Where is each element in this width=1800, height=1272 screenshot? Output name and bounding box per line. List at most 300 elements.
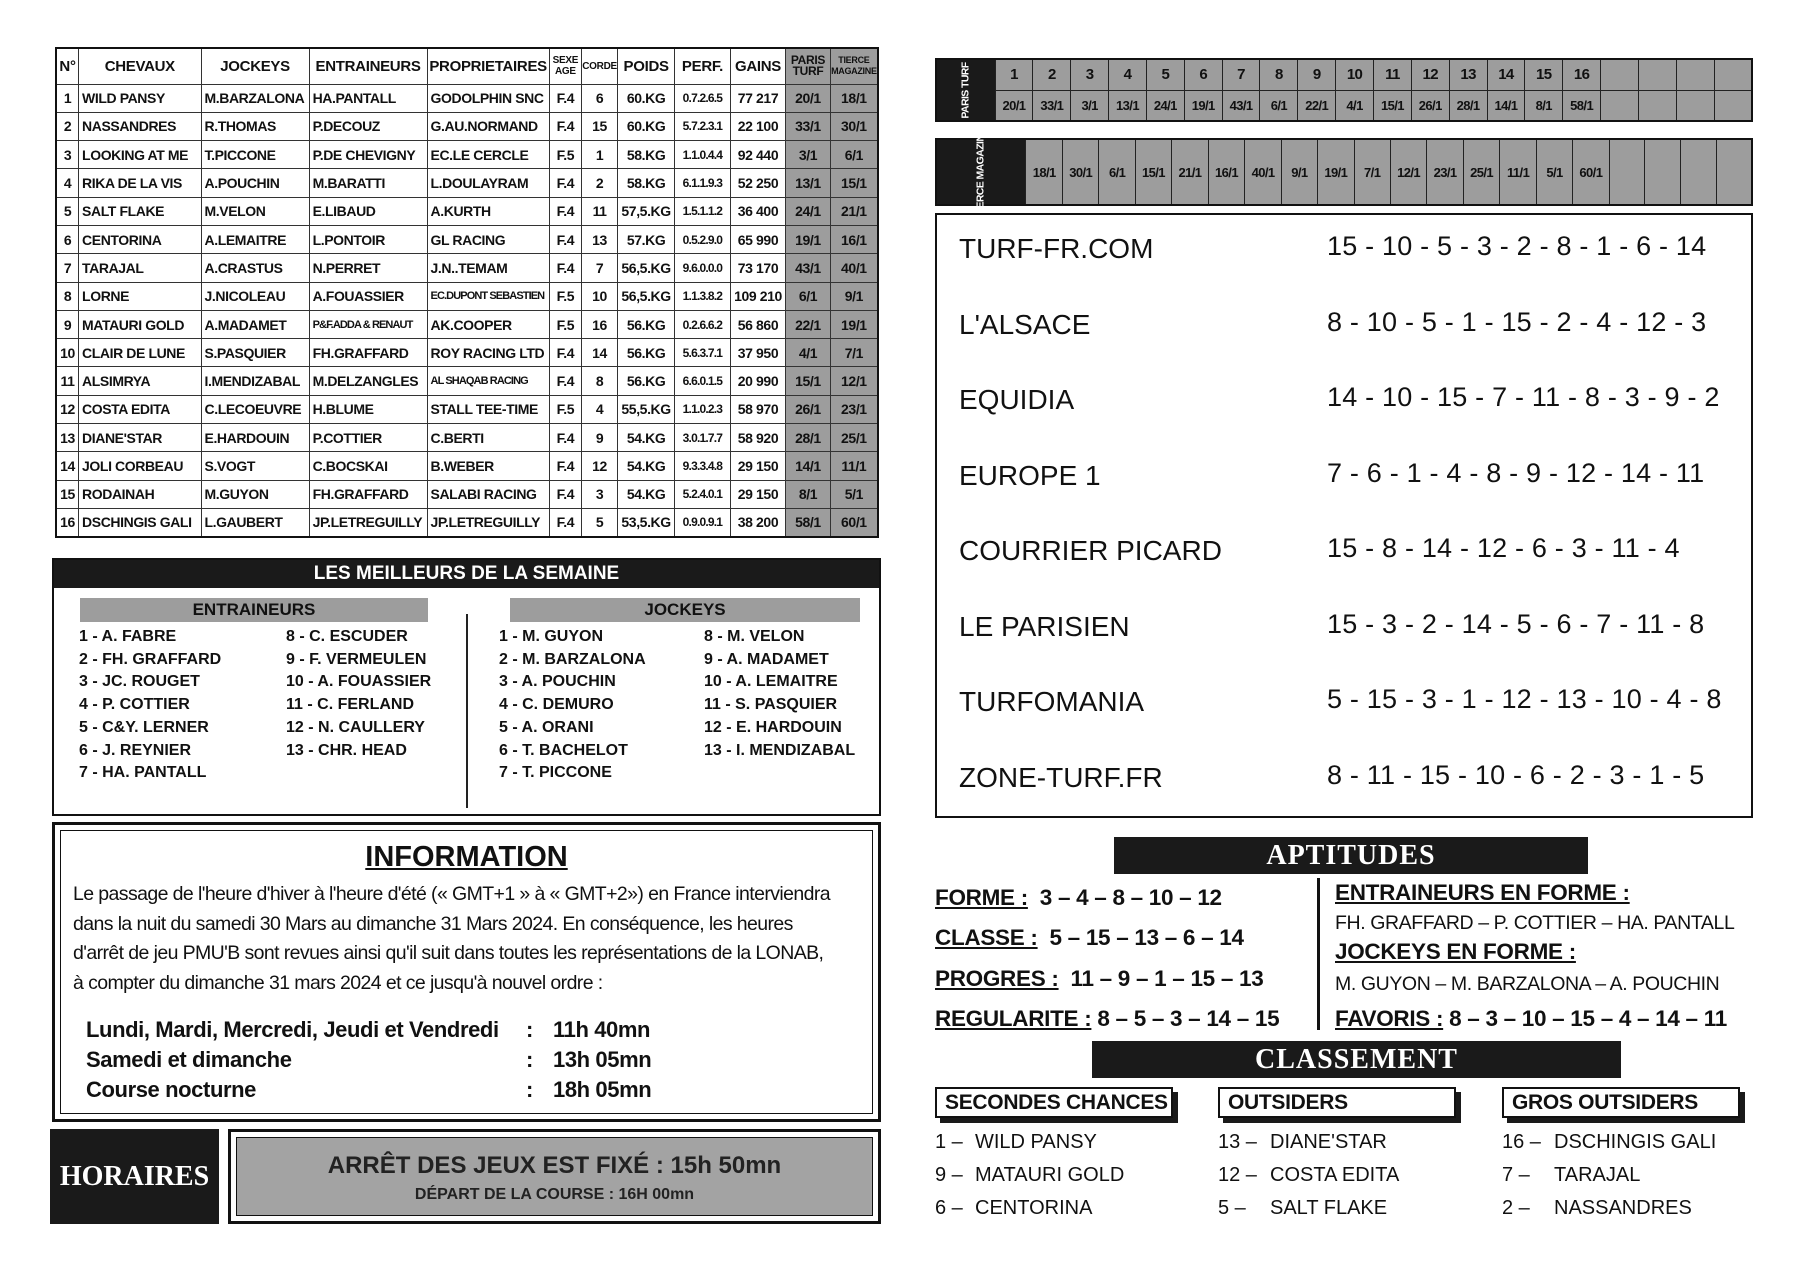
- cell-poids: 57,5.KG: [618, 197, 675, 225]
- header-sex-age: SEXE AGE: [549, 48, 581, 84]
- empty-grid-cell: [1680, 139, 1716, 205]
- header-tierce-magazine: TIERCE MAGAZINE: [830, 48, 878, 84]
- paris-turf-number-cell: 8: [1260, 59, 1298, 90]
- cell-paris-turf: 19/1: [786, 225, 831, 253]
- classement-item-name: TARAJAL: [1554, 1164, 1641, 1186]
- cell-sex-age: F.4: [549, 452, 581, 480]
- empty-grid-cell: [1601, 59, 1639, 90]
- cell-trainer: L.PONTOIR: [309, 225, 427, 253]
- cell-perf: 0.2.6.6.2: [675, 310, 731, 338]
- best-jockey-item: 11 - S. PASQUIER: [704, 696, 838, 714]
- paris-turf-number-cell: 4: [1109, 59, 1147, 90]
- best-jockey-item: 1 - M. GUYON: [499, 628, 604, 645]
- progres-label: PROGRES :: [935, 966, 1059, 991]
- cell-poids: 56.KG: [618, 367, 675, 395]
- paris-turf-grid: [935, 58, 1753, 122]
- cell-num: 15: [56, 480, 79, 508]
- paris-turf-number-cell: 16: [1563, 59, 1601, 90]
- cell-poids: 55,5.KG: [618, 395, 675, 423]
- best-divider: [466, 614, 468, 808]
- cell-owner: JP.LETREGUILLY: [427, 508, 549, 536]
- cell-gains: 29 150: [730, 480, 785, 508]
- cell-sex-age: F.5: [549, 282, 581, 310]
- horaires-box: [228, 1129, 881, 1224]
- empty-grid-cell: [1676, 90, 1714, 121]
- cell-jockey: E.HARDOUIN: [201, 424, 309, 452]
- information-line-4: à compter du dimanche 31 mars 2024 et ce jusqu'à nouvel ordre :: [73, 972, 603, 994]
- cell-perf: 9.6.0.0.0: [675, 254, 731, 282]
- tierce-odds-cell: 19/1: [1318, 139, 1355, 205]
- cell-gains: 65 990: [730, 225, 785, 253]
- header-corde: CORDE: [582, 48, 618, 84]
- cell-poids: 54.KG: [618, 452, 675, 480]
- paris-turf-odds-cell: 6/1: [1260, 90, 1298, 121]
- cell-tierce: 18/1: [830, 84, 878, 112]
- cell-jockey: S.VOGT: [201, 452, 309, 480]
- cell-owner: AL SHAQAB RACING: [427, 367, 549, 395]
- information-title: INFORMATION: [365, 841, 568, 873]
- cell-gains: 38 200: [730, 508, 785, 536]
- cell-corde: 2: [582, 169, 618, 197]
- cell-owner: ROY RACING LTD: [427, 339, 549, 367]
- classement-item-number: 9 –: [935, 1164, 963, 1186]
- cell-tierce: 30/1: [830, 112, 878, 140]
- forme-values: 3 – 4 – 8 – 10 – 12: [1039, 885, 1222, 910]
- table-row: [56, 84, 878, 112]
- tierce-label: TIERCE MAGAZINE: [974, 127, 987, 217]
- cell-poids: 60.KG: [618, 112, 675, 140]
- tierce-odds-cell: 11/1: [1500, 139, 1536, 205]
- schedule-night-sep: :: [526, 1077, 533, 1102]
- classement-item-number: 7 –: [1502, 1164, 1530, 1186]
- cell-owner: GL RACING: [427, 225, 549, 253]
- header-num: N°: [56, 48, 79, 84]
- tierce-odds-cell: 5/1: [1536, 139, 1572, 205]
- classe-label: CLASSE :: [935, 925, 1038, 950]
- cell-horse: DSCHINGIS GALI: [79, 508, 201, 536]
- cell-paris-turf: 8/1: [786, 480, 831, 508]
- cell-sex-age: F.4: [549, 254, 581, 282]
- cell-owner: EC.LE CERCLE: [427, 141, 549, 169]
- cell-poids: 56,5.KG: [618, 282, 675, 310]
- classement-item-number: 6 –: [935, 1197, 963, 1219]
- cell-jockey: S.PASQUIER: [201, 339, 309, 367]
- information-panel: [52, 822, 881, 1122]
- cell-sex-age: F.5: [549, 141, 581, 169]
- cell-horse: RODAINAH: [79, 480, 201, 508]
- regularite-values: 8 – 5 – 3 – 14 – 15: [1097, 1006, 1280, 1031]
- table-row: [56, 197, 878, 225]
- favoris-label: FAVORIS :: [1335, 1006, 1444, 1031]
- regularite-label: REGULARITE :: [935, 1006, 1092, 1031]
- best-trainer-item: 8 - C. ESCUDER: [286, 628, 408, 645]
- cell-jockey: M.GUYON: [201, 480, 309, 508]
- cell-trainer: JP.LETREGUILLY: [309, 508, 427, 536]
- cell-jockey: A.LEMAITRE: [201, 225, 309, 253]
- runners-table: [55, 47, 879, 538]
- cell-tierce: 7/1: [830, 339, 878, 367]
- forme-label: FORME :: [935, 885, 1028, 910]
- press-source-picks: 15 - 3 - 2 - 14 - 5 - 6 - 7 - 11 - 8: [1327, 608, 1705, 639]
- table-row: [56, 508, 878, 536]
- information-frame: [60, 830, 873, 1114]
- schedule-night-label: Course nocturne: [86, 1077, 257, 1102]
- cell-horse: LOOKING AT ME: [79, 141, 201, 169]
- cell-paris-turf: 43/1: [786, 254, 831, 282]
- cell-num: 8: [56, 282, 79, 310]
- paris-turf-odds-cell: 14/1: [1487, 90, 1525, 121]
- cell-horse: DIANE'STAR: [79, 424, 201, 452]
- cell-num: 1: [56, 84, 79, 112]
- cell-perf: 3.0.1.7.7: [675, 424, 731, 452]
- paris-turf-number-cell: 5: [1146, 59, 1184, 90]
- cell-horse: MATAURI GOLD: [79, 310, 201, 338]
- cell-trainer: E.LIBAUD: [309, 197, 427, 225]
- cell-tierce: 6/1: [830, 141, 878, 169]
- cell-trainer: P.DECOUZ: [309, 112, 427, 140]
- cell-owner: AK.COOPER: [427, 310, 549, 338]
- information-line-1: Le passage de l'heure d'hiver à l'heure d'été (« GMT+1 » à « GMT+2») en France interviendra: [73, 883, 830, 905]
- cell-gains: 29 150: [730, 452, 785, 480]
- cell-perf: 6.1.1.9.3: [675, 169, 731, 197]
- cell-horse: LORNE: [79, 282, 201, 310]
- cell-corde: 11: [582, 197, 618, 225]
- best-trainer-item: 10 - A. FOUASSIER: [286, 673, 432, 691]
- table-row: [56, 424, 878, 452]
- press-source-name: ZONE-TURF.FR: [959, 761, 1163, 793]
- header-horses: CHEVAUX: [79, 48, 201, 84]
- press-source-name: EQUIDIA: [959, 384, 1075, 415]
- cell-perf: 0.5.2.9.0: [675, 225, 731, 253]
- cell-horse: SALT FLAKE: [79, 197, 201, 225]
- empty-grid-cell: [1645, 139, 1681, 205]
- tierce-odds-cell: 40/1: [1245, 139, 1282, 205]
- cell-perf: 1.5.1.1.2: [675, 197, 731, 225]
- favoris-row: [1335, 1006, 1727, 1032]
- cell-tierce: 60/1: [830, 508, 878, 536]
- information-line-3: d'arrêt de jeu PMU'B sont revues ainsi qu'il suit dans toutes les représentations de la LONAB,: [73, 942, 824, 964]
- tierce-odds-row: [936, 139, 1752, 205]
- best-jockeys-header: JOCKEYS: [510, 598, 860, 622]
- cell-jockey: T.PICCONE: [201, 141, 309, 169]
- cell-trainer: A.FOUASSIER: [309, 282, 427, 310]
- cell-corde: 13: [582, 225, 618, 253]
- cell-corde: 8: [582, 367, 618, 395]
- cell-sex-age: F.4: [549, 112, 581, 140]
- best-jockey-item: 13 - I. MENDIZABAL: [704, 741, 856, 759]
- table-row: [56, 112, 878, 140]
- header-trainers: ENTRAINEURS: [309, 48, 427, 84]
- cell-poids: 54.KG: [618, 424, 675, 452]
- cell-jockey: A.CRASTUS: [201, 254, 309, 282]
- cell-jockey: J.NICOLEAU: [201, 282, 309, 310]
- cell-owner: GODOLPHIN SNC: [427, 84, 549, 112]
- cell-jockey: L.GAUBERT: [201, 508, 309, 536]
- aptitudes-divider: [1317, 878, 1320, 1030]
- press-source-name: TURF-FR.COM: [959, 233, 1154, 264]
- cell-sex-age: F.4: [549, 339, 581, 367]
- paris-turf-odds-cell: 24/1: [1146, 90, 1184, 121]
- schedule-weekdays-sep: :: [526, 1017, 533, 1042]
- press-source-name: L'ALSACE: [959, 308, 1091, 340]
- cell-perf: 1.1.0.4.4: [675, 141, 731, 169]
- classement-title: CLASSEMENT: [1092, 1041, 1621, 1078]
- cell-corde: 5: [582, 508, 618, 536]
- table-row: [56, 169, 878, 197]
- classement-column-title: GROS OUTSIDERS: [1502, 1087, 1740, 1118]
- cell-perf: 6.6.0.1.5: [675, 367, 731, 395]
- cell-num: 6: [56, 225, 79, 253]
- classement-item-name: MATAURI GOLD: [975, 1164, 1125, 1186]
- cell-gains: 92 440: [730, 141, 785, 169]
- cell-poids: 56.KG: [618, 339, 675, 367]
- best-trainer-item: 9 - F. VERMEULEN: [286, 650, 427, 668]
- cell-num: 5: [56, 197, 79, 225]
- cell-trainer: FH.GRAFFARD: [309, 480, 427, 508]
- paris-turf-odds-cell: 28/1: [1449, 90, 1487, 121]
- paris-turf-numbers-row: [936, 59, 1752, 90]
- aptitudes-title: APTITUDES: [1114, 837, 1588, 874]
- cell-horse: RIKA DE LA VIS: [79, 169, 201, 197]
- paris-turf-number-cell: 7: [1222, 59, 1260, 90]
- best-jockey-item: 4 - C. DEMURO: [499, 696, 614, 714]
- classement-item-name: NASSANDRES: [1554, 1197, 1692, 1219]
- cell-owner: J.N..TEMAM: [427, 254, 549, 282]
- empty-grid-cell: [1609, 139, 1645, 205]
- cell-horse: CENTORINA: [79, 225, 201, 253]
- best-trainer-item: 1 - A. FABRE: [79, 628, 177, 645]
- classement-column-title: SECONDES CHANCES: [935, 1087, 1173, 1118]
- cell-tierce: 23/1: [830, 395, 878, 423]
- classement-item-name: COSTA EDITA: [1270, 1164, 1400, 1186]
- best-trainer-item: 6 - J. REYNIER: [79, 741, 192, 759]
- regularite-row: [935, 1006, 1279, 1032]
- paris-turf-label: PARIS TURF: [959, 61, 972, 119]
- press-source-picks: 15 - 8 - 14 - 12 - 6 - 3 - 11 - 4: [1327, 533, 1680, 563]
- press-source-name: LE PARISIEN: [959, 610, 1130, 642]
- cell-trainer: FH.GRAFFARD: [309, 339, 427, 367]
- empty-grid-cell: [1638, 59, 1676, 90]
- cell-perf: 5.7.2.3.1: [675, 112, 731, 140]
- cell-tierce: 21/1: [830, 197, 878, 225]
- classe-values: 5 – 15 – 13 – 6 – 14: [1049, 925, 1244, 950]
- press-picks-panel: [935, 213, 1753, 818]
- table-row: [56, 395, 878, 423]
- press-source-picks: 7 - 6 - 1 - 4 - 8 - 9 - 12 - 14 - 11: [1327, 457, 1705, 488]
- cell-perf: 5.2.4.0.1: [675, 480, 731, 508]
- cell-trainer: M.DELZANGLES: [309, 367, 427, 395]
- classement-item-number: 16 –: [1502, 1131, 1541, 1153]
- table-row: [56, 452, 878, 480]
- cell-horse: WILD PANSY: [79, 84, 201, 112]
- cell-sex-age: F.4: [549, 225, 581, 253]
- cell-corde: 1: [582, 141, 618, 169]
- cell-tierce: 5/1: [830, 480, 878, 508]
- paris-turf-odds-cell: 19/1: [1184, 90, 1222, 121]
- cell-paris-turf: 24/1: [786, 197, 831, 225]
- cell-poids: 60.KG: [618, 84, 675, 112]
- horaires-label: HORAIRES: [50, 1129, 219, 1224]
- cell-corde: 12: [582, 452, 618, 480]
- paris-turf-number-cell: 15: [1525, 59, 1563, 90]
- paris-turf-odds-cell: 26/1: [1411, 90, 1449, 121]
- best-trainer-item: 4 - P. COTTIER: [79, 696, 190, 714]
- tierce-odds-cell: 21/1: [1172, 139, 1209, 205]
- header-gains: GAINS: [730, 48, 785, 84]
- header-paris-turf: PARIS TURF: [786, 48, 831, 84]
- cell-trainer: N.PERRET: [309, 254, 427, 282]
- tierce-odds-cell: 9/1: [1281, 139, 1317, 205]
- classe-row: [935, 925, 1244, 951]
- table-row: [56, 282, 878, 310]
- paris-turf-odds-cell: 43/1: [1222, 90, 1260, 121]
- cell-jockey: I.MENDIZABAL: [201, 367, 309, 395]
- trainers-form-label: ENTRAINEURS EN FORME :: [1335, 880, 1630, 905]
- cell-perf: 0.9.0.9.1: [675, 508, 731, 536]
- cell-horse: COSTA EDITA: [79, 395, 201, 423]
- paris-turf-number-cell: 12: [1411, 59, 1449, 90]
- cell-num: 10: [56, 339, 79, 367]
- cell-gains: 20 990: [730, 367, 785, 395]
- best-of-week-panel: [52, 558, 881, 816]
- paris-turf-number-cell: 6: [1184, 59, 1222, 90]
- cell-sex-age: F.5: [549, 395, 581, 423]
- cell-paris-turf: 33/1: [786, 112, 831, 140]
- cell-owner: B.WEBER: [427, 452, 549, 480]
- cell-perf: 1.1.3.8.2: [675, 282, 731, 310]
- press-source-name: EUROPE 1: [959, 459, 1101, 491]
- cell-corde: 15: [582, 112, 618, 140]
- schedule-weekend-label: Samedi et dimanche: [86, 1047, 292, 1072]
- cell-sex-age: F.4: [549, 84, 581, 112]
- cell-paris-turf: 28/1: [786, 424, 831, 452]
- cell-gains: 58 920: [730, 424, 785, 452]
- paris-turf-odds-cell: 15/1: [1373, 90, 1411, 121]
- paris-turf-number-cell: 2: [1033, 59, 1071, 90]
- cell-gains: 37 950: [730, 339, 785, 367]
- paris-turf-odds-cell: 8/1: [1525, 90, 1563, 121]
- cell-poids: 57.KG: [618, 225, 675, 253]
- classement-column-title: OUTSIDERS: [1218, 1087, 1456, 1118]
- header-perf: PERF.: [675, 48, 731, 84]
- cell-corde: 9: [582, 424, 618, 452]
- cell-corde: 4: [582, 395, 618, 423]
- best-trainers-header: ENTRAINEURS: [80, 598, 428, 622]
- cell-num: 12: [56, 395, 79, 423]
- cell-horse: ALSIMRYA: [79, 367, 201, 395]
- classement-item-number: 12 –: [1218, 1164, 1257, 1186]
- cell-paris-turf: 20/1: [786, 84, 831, 112]
- tierce-odds-cell: 12/1: [1390, 139, 1427, 205]
- cell-gains: 56 860: [730, 310, 785, 338]
- press-source-picks: 8 - 11 - 15 - 10 - 6 - 2 - 3 - 1 - 5: [1327, 759, 1705, 790]
- tierce-odds-cell: 25/1: [1463, 139, 1500, 205]
- cell-paris-turf: 22/1: [786, 310, 831, 338]
- schedule-weekdays-label: Lundi, Mardi, Mercredi, Jeudi et Vendredi: [86, 1017, 499, 1042]
- schedule-weekdays-time: 11h 40mn: [553, 1017, 651, 1042]
- press-source-name: TURFOMANIA: [959, 686, 1145, 717]
- progres-row: [935, 966, 1263, 992]
- forme-row: [935, 885, 1222, 911]
- tierce-label-cell: [936, 127, 1026, 217]
- empty-grid-cell: [1714, 90, 1752, 121]
- cell-owner: EC.DUPONT SEBASTIEN: [427, 282, 549, 310]
- empty-grid-cell: [1638, 90, 1676, 121]
- table-row: [56, 367, 878, 395]
- classement-item-name: DSCHINGIS GALI: [1554, 1131, 1717, 1153]
- best-trainer-item: 2 - FH. GRAFFARD: [79, 650, 222, 668]
- cell-num: 9: [56, 310, 79, 338]
- cell-sex-age: F.5: [549, 310, 581, 338]
- table-row: [56, 480, 878, 508]
- best-trainer-item: 5 - C&Y. LERNER: [79, 718, 209, 736]
- runners-header-row: [56, 48, 878, 84]
- schedule-weekend-sep: :: [526, 1047, 533, 1072]
- cell-tierce: 11/1: [830, 452, 878, 480]
- cell-paris-turf: 3/1: [786, 141, 831, 169]
- best-trainer-item: 13 - CHR. HEAD: [286, 741, 407, 759]
- cell-corde: 6: [582, 84, 618, 112]
- cell-num: 4: [56, 169, 79, 197]
- cell-paris-turf: 4/1: [786, 339, 831, 367]
- cell-tierce: 40/1: [830, 254, 878, 282]
- cell-num: 11: [56, 367, 79, 395]
- cell-paris-turf: 6/1: [786, 282, 831, 310]
- cell-poids: 58.KG: [618, 169, 675, 197]
- cell-sex-age: F.4: [549, 508, 581, 536]
- press-source-picks: 15 - 10 - 5 - 3 - 2 - 8 - 1 - 6 - 14: [1327, 231, 1707, 261]
- cell-gains: 77 217: [730, 84, 785, 112]
- runners-body: [56, 84, 878, 537]
- best-trainer-item: 11 - C. FERLAND: [286, 696, 415, 714]
- favoris-values: 8 – 3 – 10 – 15 – 4 – 14 – 11: [1449, 1006, 1727, 1031]
- jockeys-form-heading: [1335, 939, 1576, 965]
- paris-turf-label-cell: [936, 59, 995, 121]
- tierce-odds-cell: 18/1: [1026, 139, 1063, 205]
- table-row: [56, 310, 878, 338]
- cell-owner: C.BERTI: [427, 424, 549, 452]
- cell-gains: 109 210: [730, 282, 785, 310]
- best-trainer-item: 12 - N. CAULLERY: [286, 718, 425, 736]
- paris-turf-number-cell: 10: [1336, 59, 1374, 90]
- trainers-form-heading: [1335, 880, 1630, 906]
- tierce-odds-cell: 23/1: [1427, 139, 1464, 205]
- cell-owner: SALABI RACING: [427, 480, 549, 508]
- classement-item-name: SALT FLAKE: [1270, 1197, 1388, 1219]
- empty-grid-cell: [1714, 59, 1752, 90]
- paris-turf-odds-row: [936, 90, 1752, 121]
- cell-poids: 53,5.KG: [618, 508, 675, 536]
- tierce-odds-cell: 16/1: [1208, 139, 1245, 205]
- paris-turf-number-cell: 9: [1298, 59, 1336, 90]
- paris-turf-number-cell: 11: [1373, 59, 1411, 90]
- trainers-form-values: FH. GRAFFARD – P. COTTIER – HA. PANTALL: [1335, 912, 1735, 934]
- cell-corde: 14: [582, 339, 618, 367]
- header-poids: POIDS: [618, 48, 675, 84]
- cell-owner: G.AU.NORMAND: [427, 112, 549, 140]
- cell-sex-age: F.4: [549, 197, 581, 225]
- best-jockey-item: 8 - M. VELON: [704, 628, 805, 645]
- cell-trainer: H.BLUME: [309, 395, 427, 423]
- cell-jockey: M.VELON: [201, 197, 309, 225]
- tierce-magazine-grid: [935, 127, 1753, 217]
- cell-trainer: HA.PANTALL: [309, 84, 427, 112]
- cell-gains: 73 170: [730, 254, 785, 282]
- tierce-odds-cell: 30/1: [1062, 139, 1099, 205]
- cell-trainer: M.BARATTI: [309, 169, 427, 197]
- cell-gains: 52 250: [730, 169, 785, 197]
- cell-sex-age: F.4: [549, 424, 581, 452]
